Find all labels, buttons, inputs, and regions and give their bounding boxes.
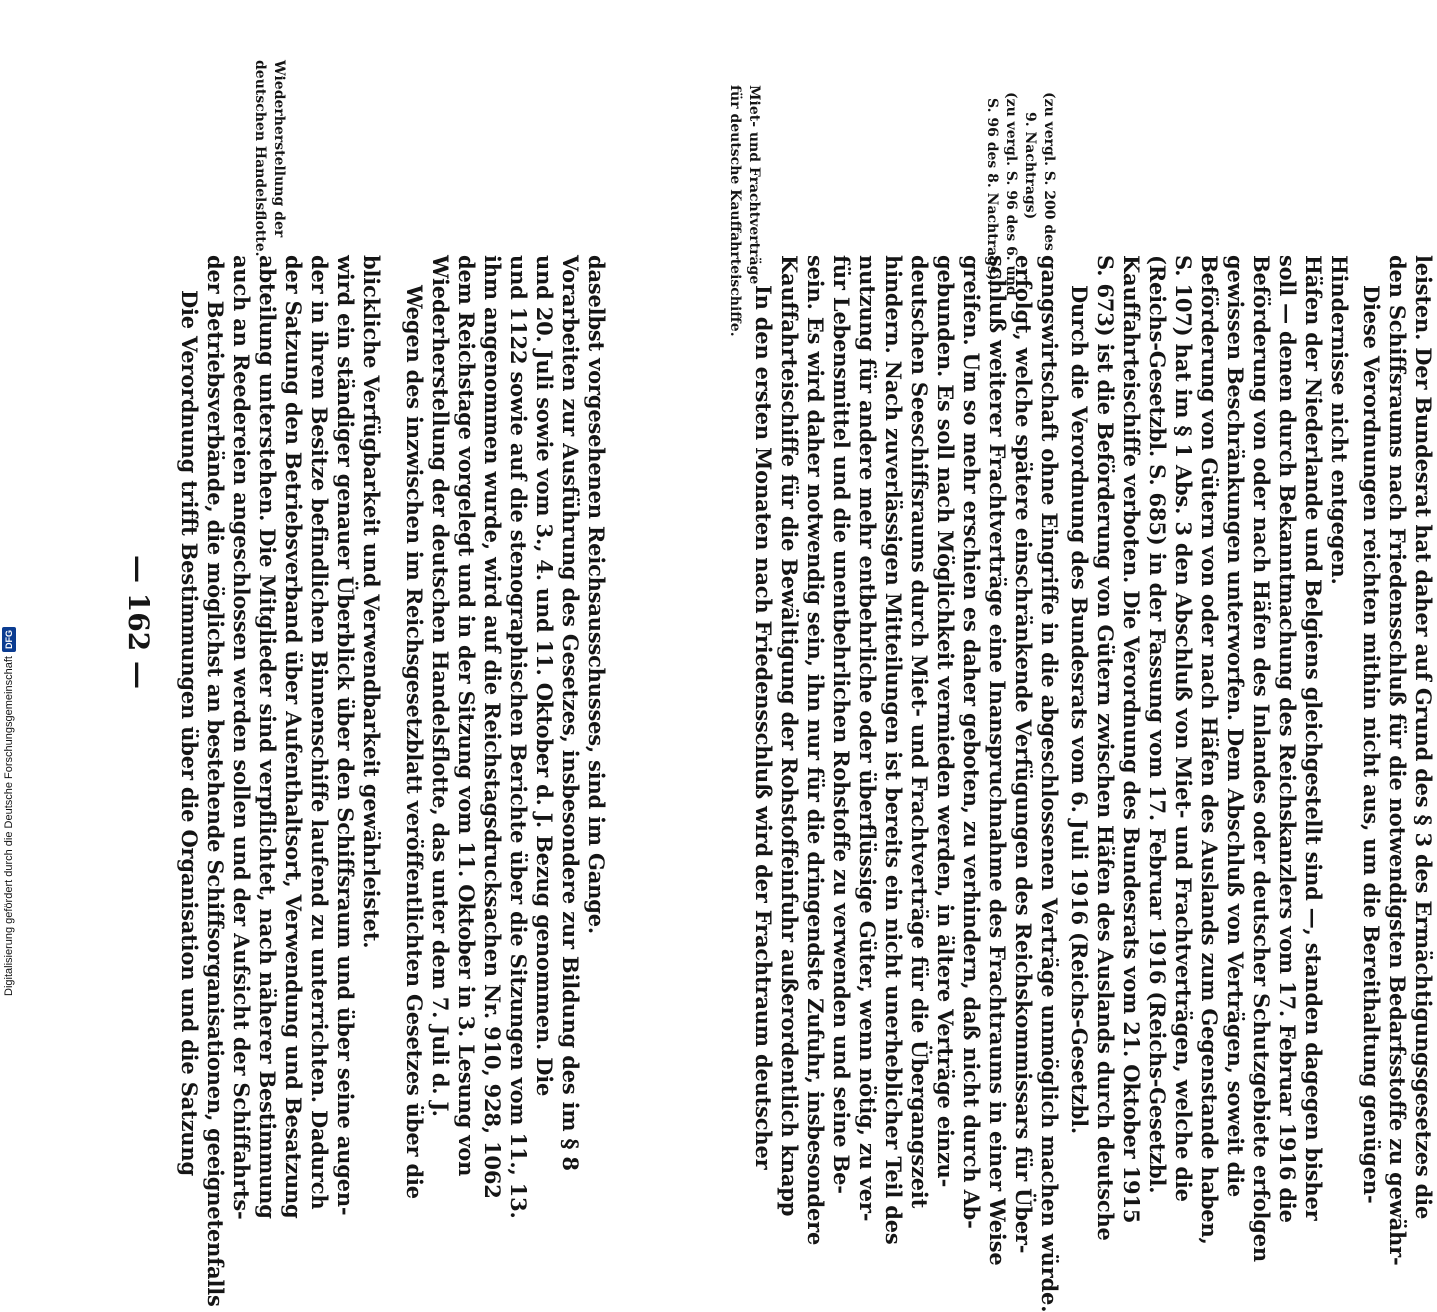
text-line: Diese Verordnungen reichten mithin nicht aus, um die Bereithaltung genügen-	[1359, 285, 1384, 1204]
margin-note-line: (zu vergl. S. 200 des	[1041, 92, 1057, 251]
text-line: für Lebensmittel und die unentbehrlichen Rohstoffe zu verwenden und seine Be-	[829, 255, 854, 1194]
text-line: Häfen der Niederlande und Belgiens gleichgestellt sind —, standen dagegen bisher	[1301, 255, 1326, 1221]
margin-note-line: S. 96 des 8. Nachtrags).	[984, 98, 1000, 286]
text-line: der Betriebsverbände, die möglichst an bestehende Schiffsorganisationen, geeignetenfalls	[203, 255, 228, 1307]
text-line: nutzung für andere mehr entbehrliche oder überflüssige Güter, wenn nötig, zu ver-	[855, 255, 880, 1222]
text-line: und 1122 sowie auf die stenographischen Berichte über die Sitzungen vom 11., 13.	[506, 255, 531, 1219]
text-line: hindern. Nach zuverlässigen Mitteilungen ist bereits ein nicht unerheblicher Teil des	[881, 255, 906, 1245]
text-line: der Satzung den Betriebsverband über Aufenthaltsort, Verwendung und Besatzung	[281, 255, 306, 1219]
margin-note-handelsflotte	[250, 60, 288, 300]
text-line: S. 107) hat im § 1 Abs. 3 den Abschluß von Miet- und Frachtverträgen, welche die	[1171, 255, 1196, 1202]
text-line: blickliche Verfügbarkeit und Verwendbarkeit gewährleistet.	[359, 255, 384, 949]
text-line: soll — denen durch Bekanntmachung des Reichskanzlers vom 17. Februar 1916 die	[1275, 255, 1300, 1223]
text-line: erfolgt, welche spätere einschränkende Verfügungen des Reichskommissars für Über-	[1011, 255, 1036, 1254]
margin-note-line: 9. Nachtrags)	[1022, 112, 1038, 220]
margin-note-line: deutschen Handelsflotte.	[252, 60, 268, 257]
text-line: Wiederherstellung der deutschen Handelsflotte, das unter dem 7. Juli d. J.	[428, 255, 453, 1117]
credit-text: Digitalisierung gefördert durch die Deutsche Forschungsgemeinschaft	[3, 656, 15, 996]
text-line: daselbst vorgesehenen Reichsausschusses, sind im Gange.	[584, 255, 609, 935]
text-line: abteilung unterstehen. Die Mitglieder sind verpflichtet, nach näherer Bestimmung	[255, 255, 280, 1219]
text-line: Durch die Verordnung des Bundesrats vom 6. Juli 1916 (Reichs-Gesetzbl.	[1067, 285, 1092, 1135]
dfg-logo: DFG	[2, 627, 16, 652]
text-line: dem Reichstage vorgelegt und in der Sitzung vom 11. Oktober in 3. Lesung von	[454, 255, 479, 1177]
margin-note-line: Wiederherstellung der	[271, 60, 287, 238]
text-line: wird ein ständiger genauer Überblick über den Schiffsraum und über seine augen-	[333, 255, 358, 1216]
text-line: sein. Es wird daher notwendig sein, ihn nur für die dringendste Zufuhr, insbesondere	[803, 255, 828, 1246]
text-line: und 20. Juli sowie vom 3., 4. und 11. Oktober d. J. Bezug genommen. Die	[532, 255, 557, 1097]
text-line: ihm angenommen wurde, wird auf die Reichstagsdrucksachen Nr. 910, 928, 1062	[480, 255, 505, 1199]
text-line: Die Verordnung trifft Bestimmungen über die Organisation und die Satzung	[177, 290, 202, 1176]
text-line: S. 673) ist die Beförderung von Gütern zwischen Häfen des Auslands durch deutsche	[1093, 255, 1118, 1241]
text-line: In den ersten Monaten nach Friedensschluß wird der Frachtraum deutscher	[751, 285, 776, 1170]
text-line: greifen. Um so mehr erschien es daher geboten, zu verhindern, daß nicht durch Ab-	[959, 255, 984, 1229]
text-line: (Reichs-Gesetzbl. S. 685) in der Fassung vom 17. Februar 1916 (Reichs-Gesetzbl.	[1145, 255, 1170, 1194]
text-line: gebunden. Es soll nach Möglichkeit vermieden werden, in ältere Verträge einzu-	[933, 255, 958, 1188]
margin-note-line: für deutsche Kauffahrteischiffe.	[727, 85, 743, 337]
text-line: Beförderung von oder nach Häfen des Inlandes oder deutscher Schutzgebiete erfolgen	[1249, 255, 1274, 1262]
text-line: den Schiffsraums nach Friedensschluß für die notwendigsten Bedarfsstoffe zu gewähr-	[1385, 255, 1410, 1266]
text-line: Kauffahrteischiffe für die Bewältigung der Rohstoffeinfuhr außerordentlich knapp	[777, 255, 802, 1217]
page-number: — 162 —	[122, 555, 155, 689]
text-line: auch an Reedereien angeschlossen werden sollen und der Aufsicht der Schiffahrts-	[229, 255, 254, 1220]
margin-note-line: Miet- und Frachtverträge	[746, 85, 762, 285]
text-line: Beförderung von Gütern von oder nach Häfen des Auslands zum Gegenstande haben,	[1197, 255, 1222, 1245]
digitization-credit	[0, 606, 18, 996]
margin-note-line: (zu vergl. S. 96 des 6. und	[1003, 92, 1019, 296]
text-line: Wegen des inzwischen im Reichsgesetzblatt veröffentlichten Gesetzes über die	[402, 285, 427, 1199]
text-line: deutschen Seeschiffsraums durch Miet- und Frachtverträge für die Übergangszeit	[907, 255, 932, 1209]
text-line: Hindernisse nicht entgegen.	[1327, 255, 1352, 585]
margin-note-vergleich	[982, 92, 1058, 332]
text-line: gangswirtschaft ohne Eingriffe in die abgeschlossenen Verträge unmöglich machen würde.	[1037, 255, 1062, 1312]
text-line: gewissen Beschränkungen unterworfen. Dem Abschluß von Verträgen, soweit die	[1223, 255, 1248, 1198]
text-line: schluß weiterer Frachtverträge eine Inanspruchnahme des Frachtraums in einer Weise	[985, 255, 1010, 1266]
text-line: der in ihrem Besitze befindlichen Binnenschiffe laufend zu unterrichten. Dadurch	[307, 255, 332, 1210]
text-line: Vorarbeiten zur Ausführung des Gesetzes, insbesondere zur Bildung des im § 8	[558, 255, 583, 1171]
text-line: leisten. Der Bundesrat hat daher auf Grund des § 3 des Ermächtigungsgesetzes die	[1411, 255, 1436, 1220]
text-line: Kauffahrteischiffe verboten. Die Verordnung des Bundesrats vom 21. Oktober 1915	[1119, 255, 1144, 1224]
